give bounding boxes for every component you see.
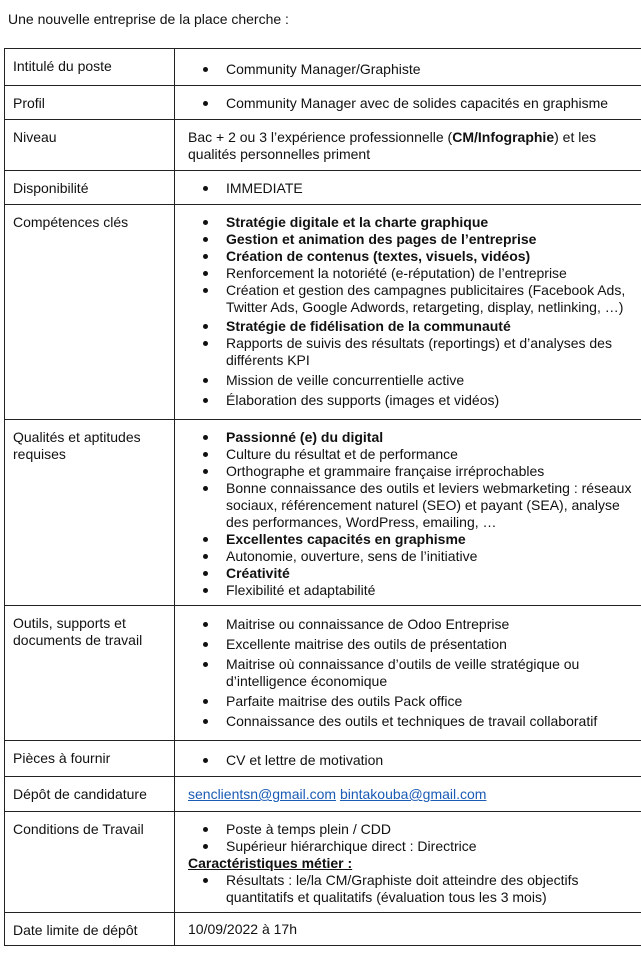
value-cell-intitule [175,49,641,86]
value-cell-depot [175,777,641,812]
list-item: Rapports de suivis des résultats (reportings) et d’analyses des différents KPI [226,335,637,369]
email-link-senclientsn[interactable]: senclientsn@gmail.com [188,786,337,802]
list-item: Stratégie de fidélisation de la communauté [226,318,637,335]
date-limite-value: 10/09/2022 à 17h [188,921,297,937]
email-link-bintakouba[interactable]: bintakouba@gmail.com [339,786,487,802]
list-item: Poste à temps plein / CDD [226,821,641,838]
subheading-caracteristiques: Caractéristiques métier : [188,855,353,871]
list-item: IMMEDIATE [226,180,641,197]
list-item: Création de contenus (textes, visuels, vidéos) [226,248,637,265]
value-cell-outils [175,606,641,741]
list-item: Renforcement la notoriété (e-réputation) de l’entreprise [226,265,637,282]
niveau-bold: CM/Infographie [452,129,555,145]
row-intitule [5,49,641,86]
list-item: Orthographe et grammaire française irréprochables [226,463,637,480]
niveau-text: Bac + 2 ou 3 l’expérience professionnelle (CM/Infographie) et les qualités personnelles priment [188,129,597,162]
list-item: Maitrise où connaissance d’outils de veille stratégique ou d’intelligence économique [226,656,637,690]
value-cell-date-limite [175,913,641,946]
value-cell-qualites [175,420,641,606]
list-item: Community Manager/Graphiste [226,61,641,78]
label-conditions: Conditions de Travail [5,812,175,913]
value-cell-niveau [175,120,641,171]
intro-text: Une nouvelle entreprise de la place cherche : [8,11,289,27]
value-cell-profil [175,86,641,120]
row-outils [5,606,641,741]
row-pieces [5,741,641,777]
list-item: Bonne connaissance des outils et leviers webmarketing : réseaux sociaux, référencement naturel (SEO) et payant (SEA), analyse des performances, WordPress, emailing, … [226,480,637,531]
list-item: Excellente maitrise des outils de présentation [226,636,637,653]
list-item: Autonomie, ouverture, sens de l’initiative [226,548,637,565]
label-date-limite: Date limite de dépôt [5,913,175,946]
list-item: Connaissance des outils et techniques de travail collaboratif [226,713,637,730]
label-depot: Dépôt de candidature [5,777,175,812]
label-disponibilite: Disponibilité [5,171,175,205]
list-item: Mission de veille concurrentielle active [226,372,637,389]
label-profil: Profil [5,86,175,120]
value-cell-disponibilite [175,171,641,205]
label-intitule: Intitulé du poste [5,49,175,86]
list-item: Excellentes capacités en graphisme [226,531,637,548]
list-item: Stratégie digitale et la charte graphique [226,214,637,231]
list-item: Parfaite maitrise des outils Pack office [226,693,637,710]
row-competences [5,205,641,420]
list-item: Community Manager avec de solides capacités en graphisme [226,95,641,112]
label-pieces: Pièces à fournir [5,741,175,777]
list-item: Maitrise ou connaissance de Odoo Entreprise [226,616,637,633]
list-item: Gestion et animation des pages de l’entreprise [226,231,637,248]
row-qualites [5,420,641,606]
label-qualites: Qualités et aptitudes requises [5,420,175,606]
row-niveau [5,120,641,171]
row-disponibilite [5,171,641,205]
list-item: Élaboration des supports (images et vidéos) [226,392,637,409]
list-item: Résultats : le/la CM/Graphiste doit atteindre des objectifs quantitatifs et qualitatifs (évaluation tous les 3 mois) [226,872,637,906]
label-competences: Compétences clés [5,205,175,420]
list-item: Créativité [226,565,637,582]
row-conditions [5,812,641,913]
row-date-limite [5,913,641,946]
list-item: CV et lettre de motivation [226,752,641,769]
label-outils: Outils, supports et documents de travail [5,606,175,741]
value-cell-pieces [175,741,641,777]
list-item: Supérieur hiérarchique direct : Directrice [226,838,641,855]
value-cell-conditions [175,812,641,913]
value-cell-competences [175,205,641,420]
job-offer-table [4,48,641,946]
label-niveau: Niveau [5,120,175,171]
list-item: Passionné (e) du digital [226,429,637,446]
list-item: Création et gestion des campagnes publicitaires (Facebook Ads, Twitter Ads, Google Adwords, retargeting, display, netlinking, …) [226,282,637,316]
row-depot [5,777,641,812]
list-item: Culture du résultat et de performance [226,446,637,463]
list-item: Flexibilité et adaptabilité [226,582,637,599]
row-profil [5,86,641,120]
